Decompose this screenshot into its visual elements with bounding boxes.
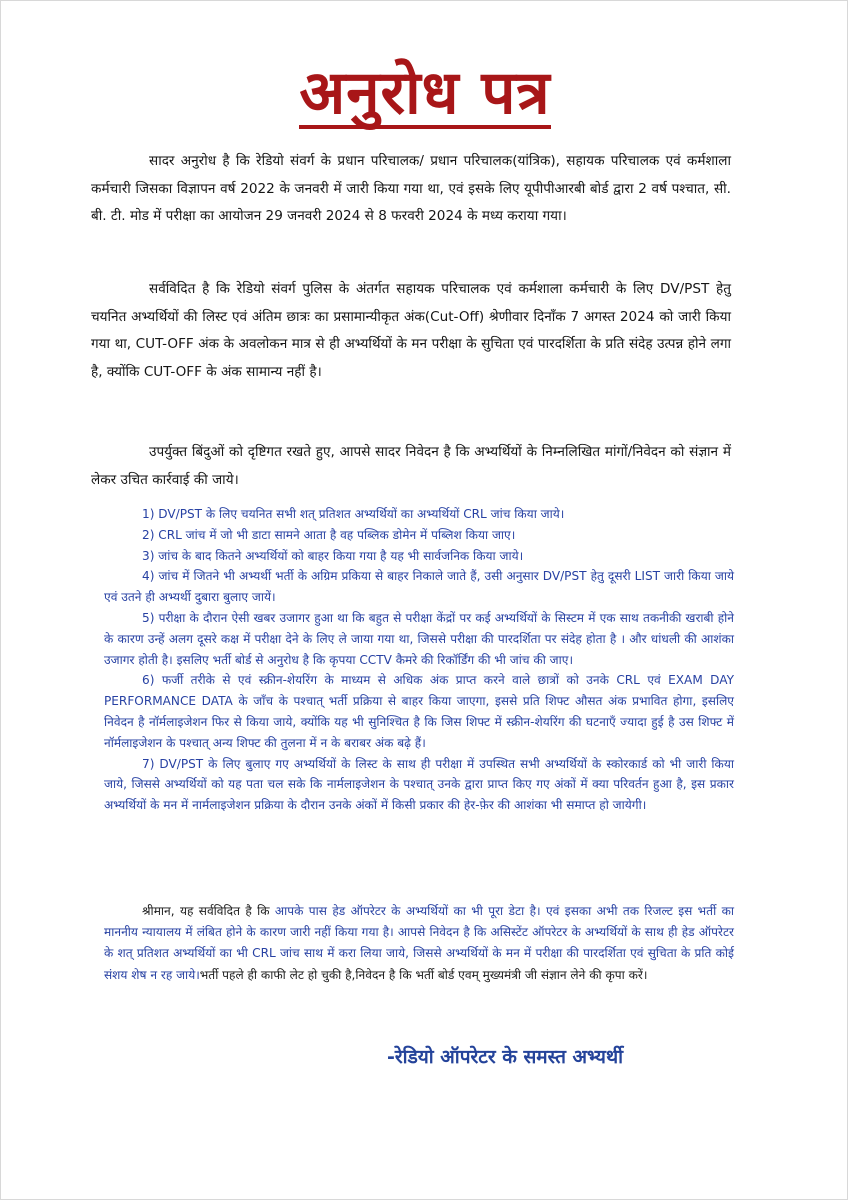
intro-paragraph [91,148,731,231]
indent-spacer [104,549,142,563]
list-item [104,566,734,608]
page-title: अनुरोध पत्र [299,58,551,128]
list-item [104,525,734,546]
indent-spacer [104,757,142,771]
indent-spacer [104,507,142,521]
list-item [104,546,734,567]
list-item [104,504,734,525]
indent-spacer [104,528,142,542]
demand-text: 4) जांच में जितने भी अभ्यर्थी भर्ती के अग्रिम प्रकिया से बाहर निकाले जाते हैं, उसी अनुसार DV/PST हेतु दूसरी LIST जारी किया जाये एवं उतने ही अभ्यर्थी दुबारा बुलाए जायें। [104,569,734,605]
indent-spacer [104,673,142,687]
indent-spacer [91,153,149,169]
closing-paragraph [104,901,734,986]
indent-spacer [91,281,149,297]
demands-list [104,504,734,816]
request-text: उपर्युक्त बिंदुओं को दृष्टिगत रखते हुए, आपसे सादर निवेदन है कि अभ्यर्थियों के निम्नलिखित मांगों/निवेदन को संज्ञान में लेकर उचित कार्रवाई की जाये। [91,444,731,488]
closing-tail: भर्ती पहले ही काफी लेट हो चुकी है,निवेदन है कि भर्ती बोर्ड एवम् मुख्यमंत्री जी संज्ञान लेने की कृपा करें। [199,967,648,982]
intro-text: सादर अनुरोध है कि रेडियो संवर्ग के प्रधान परिचालक/ प्रधान परिचालक(यांत्रिक), सहायक परिचालक एवं कर्मशाला कर्मचारी जिसका विज्ञापन वर्ष 2022 के जनवरी में जारी किया गया था, एवं इसके लिए यूपीपीआरबी बोर्ड द्वारा 2 वर्ष पश्चात, सी. बी. टी. मोड में परीक्षा का आयोजन 29 जनवरी 2024 से 8 फरवरी 2024 के मध्य कराया गया। [91,153,731,224]
demand-text: 7) DV/PST के लिए बुलाए गए अभ्यर्थियों के लिस्ट के साथ ही परीक्षा में उपस्थित सभी अभ्यर्थियों के स्कोरकार्ड को भी जारी किया जाये, जिससे अभ्यर्थियों को यह पता चल सके कि नार्मलाइजेशन के पश्चात् उनके द्वारा प्राप्त किए गए अंकों में क्या परिवर्तन हुआ है, इस प्रकार अभ्यर्थियों के मन में नार्मलाइजेशन प्रक्रिया के दौरान उनके अंकों में किसी प्रकार की हेर-फ़ेर की आशंका भी समाप्त हो जायेगी। [104,756,734,813]
list-item [104,608,734,670]
cutoff-text: सर्वविदित है कि रेडियो संवर्ग पुलिस के अंतर्गत सहायक परिचालक एवं कर्मशाला कर्मचारी के लिए DV/PST हेतु चयनित अभ्यर्थियों की लिस्ट एवं अंतिम छात्रः का प्रसामान्यीकृत अंक(Cut-Off) श्रेणीवार दिनाँक 7 अगस्त 2024 को जारी किया गया था, CUT-OFF अंक के अवलोकन मात्र से ही अभ्यर्थियों के मन परीक्षा के सुचिता एवं पारदर्शिता के प्रति संदेह उत्पन्न होने लगा है, क्योंकि CUT-OFF के अंक सामान्य नहीं है। [91,281,731,380]
closing-body: आपके पास हेड ऑपरेटर के अभ्यर्थियों का भी पूरा डेटा है। एवं इसका अभी तक रिजल्ट इस भर्ती का माननीय न्यायालय में लंबित होने के कारण जारी नहीं किया गया है। आपसे निवेदन है कि असिस्टेंट ऑपरेटर के अभ्यर्थियों के साथ ही हेड ऑपरेटर के शत् प्रतिशत अभ्यर्थियों का भी CRL जांच साथ में करा लिया जाये, जिससे अभ्यर्थियों के मन में परीक्षा की पारदर्शिता एवं सुचिता के प्रति कोई संशय शेष न रह जाये। [104,904,734,982]
indent-spacer [91,444,149,460]
cutoff-paragraph [91,276,731,386]
demand-text: 2) CRL जांच में जो भी डाटा सामने आता है वह पब्लिक डोमेन में पब्लिश किया जाए। [142,527,516,542]
closing-lead: श्रीमान, यह सर्वविदित है कि [142,904,275,918]
title-wrap [1,58,848,129]
demand-text: 3) जांच के बाद कितने अभ्यर्थियों को बाहर किया गया है यह भी सार्वजनिक किया जाये। [142,548,524,563]
request-paragraph [91,439,731,494]
list-item [104,670,734,753]
indent-spacer [104,904,142,918]
demand-text: 6) फर्जी तरीके से एवं स्क्रीन-शेयरिंग के माध्यम से अधिक अंक प्राप्त करने वाले छात्रों को उनके CRL एवं EXAM DAY PERFORMANCE DATA के जाँच के पश्चात् भर्ती प्रक्रिया से बाहर किया जाएगा, इससे प्रति शिफ्ट औसत अंक प्रभावित होगा, इसलिए निवेदन है नॉर्मलाइजेशन फिर से किया जाये, क्योंकि यह भी सुनिश्चित है कि जिस शिफ्ट में स्क्रीन-शेयरिंग की घटनाएँ ज्यादा हुई है उस शिफ्ट में नॉर्मलाइजेशन के पश्चात् अन्य शिफ्ट की तुलना में न के बराबर अंक बढ़े हैं। [104,673,734,750]
signature: -रेडियो ऑपरेटर के समस्त अभ्यर्थी [387,1046,624,1068]
demand-text: 5) परीक्षा के दौरान ऐसी खबर उजागर हुआ था कि बहुत से परीक्षा केंद्रों पर कई अभ्यर्थियों के सिस्टम में एक साथ तकनीकी खराबी होने के कारण उन्हें अलग दूसरे कक्ष में परीक्षा देने के लिए ले जाया गया था, जिससे परीक्षा की पारदर्शिता पर संदेह होता है । और धांधली की आशंका उजागर होती है। इसलिए भर्ती बोर्ड से अनुरोध है कि कृपया CCTV कैमरे की रिकॉर्डिंग की भी जांच की जाए। [104,610,734,667]
demand-text: 1) DV/PST के लिए चयनित सभी शत् प्रतिशत अभ्यर्थियों का अभ्यर्थियों CRL जांच किया जाये। [142,507,565,521]
indent-spacer [104,611,142,625]
indent-spacer [104,569,142,583]
list-item [104,754,734,816]
